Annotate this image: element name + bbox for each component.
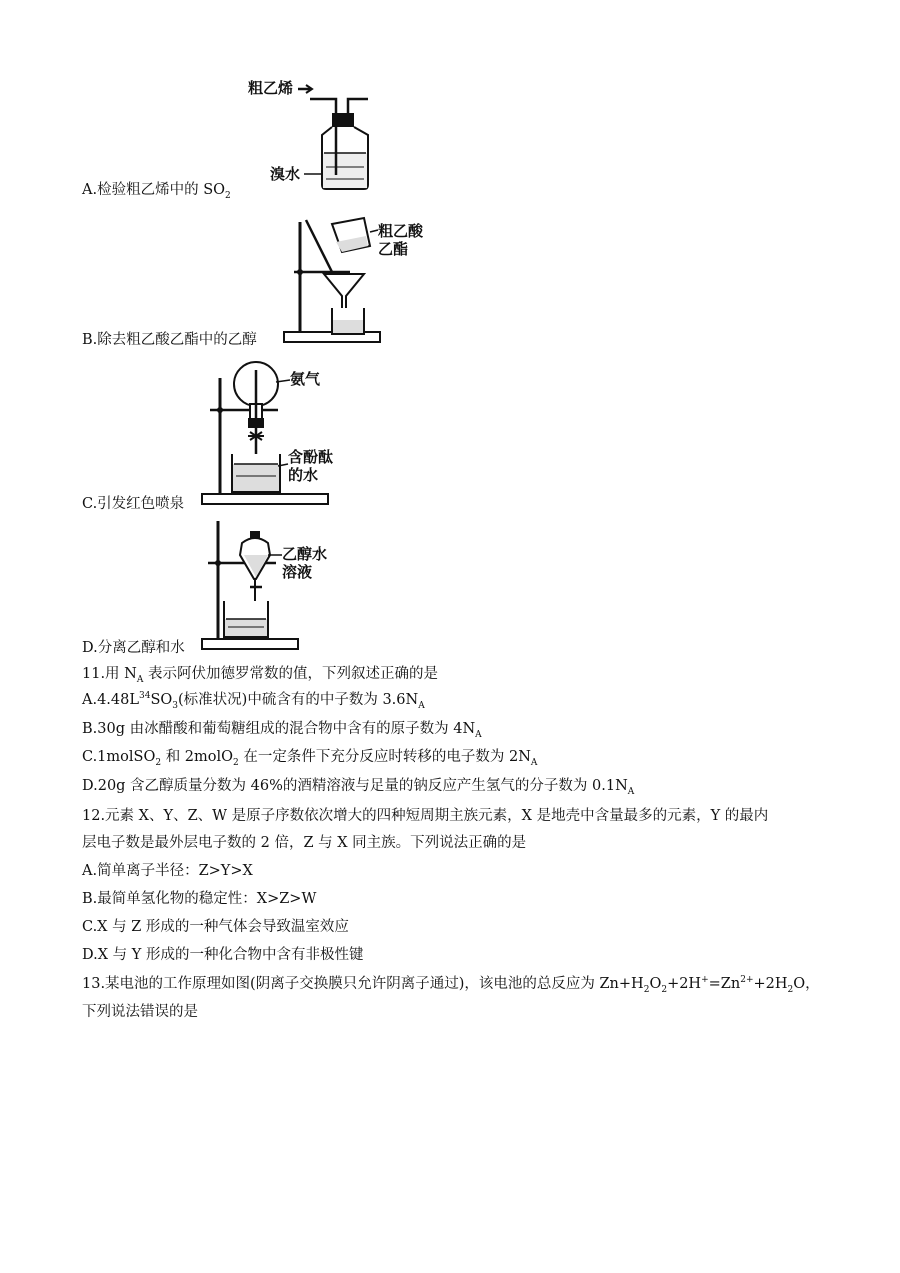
option-c-label: C.引发红色喷泉 (82, 496, 185, 512)
diagram-d-label-1: 乙醇水 (282, 545, 328, 563)
q12-stem-line2: 层电子数是最外层电子数的 2 倍，Z 与 X 同主族。下列说法正确的是 (82, 835, 527, 851)
q12-option-b: B.最简单氢化物的稳定性：X>Z>W (82, 891, 317, 907)
diagram-a-gas-washing-bottle (240, 75, 390, 195)
diagram-b-label-1: 粗乙酸 (378, 222, 424, 240)
diagram-b-label-2: 乙酯 (378, 240, 409, 258)
q11-option-d: D.20g 含乙醇质量分数为 46%的酒精溶液与足量的钠反应产生氢气的分子数为 $0.1N_A$ (82, 778, 635, 797)
q11-option-a: $A.4.48L^{34}SO_3$(标准状况)中硫含有的中子数为 $3.6N_A$ (82, 691, 425, 711)
diagram-a-label-bromine-water: 溴水 (270, 165, 301, 183)
diagram-c-label-water: 的水 (288, 466, 319, 484)
option-a-label: A.检验粗乙烯中的 $SO_2$ (82, 182, 231, 201)
diagram-c-label-phenolphthalein: 含酚酞 (288, 448, 334, 466)
q11-stem: 11.用 $N_A$ 表示阿伏加德罗常数的值，下列叙述正确的是 (82, 666, 438, 685)
diagram-b-filtration-setup (280, 212, 430, 347)
q11-option-b: B.30g 由冰醋酸和葡萄糖组成的混合物中含有的原子数为 $4N_A$ (82, 721, 482, 740)
diagram-c-label-ammonia: 氨气 (290, 370, 321, 388)
q12-option-d: D.X 与 Y 形成的一种化合物中含有非极性键 (82, 947, 364, 963)
q11-option-c: C.1molSO$_2$ 和 2molO$_2$ 在一定条件下充分反应时转移的电子数为 $2N_A$ (82, 749, 538, 768)
option-b-label: B.除去粗乙酸乙酯中的乙醇 (82, 332, 257, 348)
diagram-d-separatory-funnel (198, 515, 358, 655)
q12-option-c: C.X 与 Z 形成的一种气体会导致温室效应 (82, 919, 349, 935)
q13-stem-line1: 13.某电池的工作原理如图(阴离子交换膜只允许阴离子通过)，该电池的总反应为 $Zn+H_2O_2+2H^+=Zn^{2+}+2H_2O$， (82, 975, 820, 995)
diagram-d-label-2: 溶液 (282, 563, 313, 581)
q12-stem-line1: 12.元素 X、Y、Z、W 是原子序数依次增大的四种短周期主族元素，X 是地壳中含量最多的元素，Y 的最内 (82, 808, 769, 824)
q12-option-a: A.简单离子半径：Z>Y>X (82, 863, 253, 879)
diagram-c-fountain-experiment (198, 360, 358, 510)
diagram-a-label-crude-ethylene: 粗乙烯 (248, 79, 294, 97)
option-d-label: D.分离乙醇和水 (82, 640, 185, 656)
q13-stem-line2: 下列说法错误的是 (82, 1004, 198, 1020)
